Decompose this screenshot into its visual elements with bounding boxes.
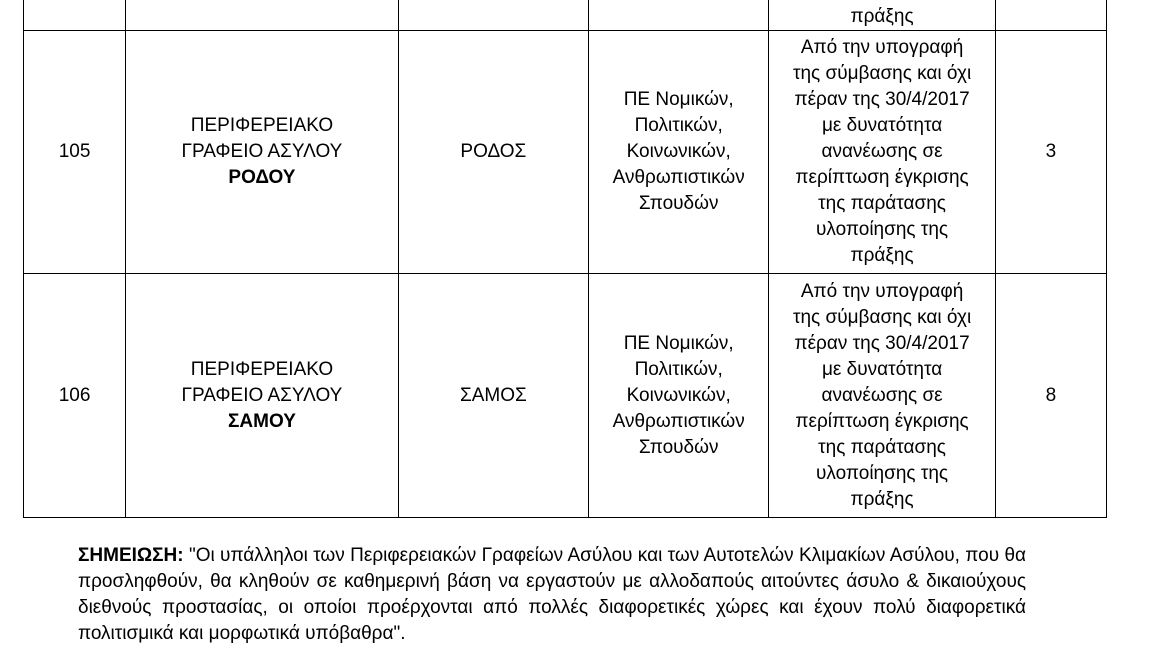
- office-cell: [126, 274, 399, 518]
- office-line: ΓΡΑΦΕΙΟ ΑΣΥΛΟΥ: [181, 384, 343, 406]
- specialty-line: Πολιτικών,: [634, 115, 723, 136]
- duration-line: ανανέωσης σε: [821, 141, 943, 162]
- city-cell: ΣΑΜΟΣ: [398, 274, 588, 518]
- duration-line: υλοποίησης της: [816, 219, 949, 240]
- office-cell: [126, 31, 399, 274]
- duration-line: της παράτασης: [818, 193, 946, 214]
- specialty-line: ΠΕ Νομικών,: [623, 89, 734, 110]
- specialty-line: Κοινωνικών,: [626, 384, 731, 406]
- count-cell: 8: [995, 274, 1106, 518]
- specialty-cell: [589, 31, 769, 274]
- duration-cell: [769, 0, 995, 31]
- office-line: ΠΕΡΙΦΕΡΕΙΑΚΟ: [190, 358, 334, 380]
- duration-line: Από την υπογραφή: [800, 37, 964, 58]
- specialty-cell: [589, 274, 769, 518]
- duration-line: με δυνατότητα: [821, 115, 943, 136]
- duration-line: υλοποίησης της: [816, 462, 949, 484]
- specialty-line: Ανθρωπιστικών: [612, 410, 745, 432]
- specialty-cell: [589, 0, 769, 31]
- duration-line: της σύμβασης και όχι: [792, 63, 972, 84]
- note-text: "Οι υπάλληλοι των Περιφερειακών Γραφείων Ασύλου και των Αυτοτελών Κλιμακίων Ασύλου, που θα προσληφθούν, θα κληθούν σε καθημερινή βάση να εργαστούν με αλλοδαπούς αιτούντες άσυλο & δικαιούχους διεθνούς προστασίας, οι οποίοι προέρχονται από πολλές διαφορετικές χώρες και έχουν πολύ διαφορετικά πολιτισμικά και μορφωτικά υπόβαθρα".: [78, 545, 1026, 644]
- number-cell: 105: [24, 31, 126, 274]
- specialty-line: Σπουδών: [638, 436, 719, 458]
- number-cell: 106: [24, 274, 126, 518]
- specialty-line: ΠΕ Νομικών,: [623, 332, 734, 354]
- office-city-name: ΡΟΔΟΥ: [228, 167, 296, 188]
- specialty-line: Σπουδών: [638, 193, 719, 214]
- duration-line: περίπτωση έγκρισης: [795, 167, 969, 188]
- duration-cell: [769, 274, 995, 518]
- duration-line: περίπτωση έγκρισης: [795, 410, 969, 432]
- city-cell: [398, 0, 588, 31]
- positions-table: [23, 0, 1107, 518]
- duration-line: της παράτασης: [818, 436, 946, 458]
- duration-line: της σύμβασης και όχι: [792, 306, 972, 328]
- office-line: ΠΕΡΙΦΕΡΕΙΑΚΟ: [190, 115, 334, 136]
- office-line: ΓΡΑΦΕΙΟ ΑΣΥΛΟΥ: [181, 141, 343, 162]
- note-label: ΣΗΜΕΙΩΣΗ:: [78, 545, 184, 566]
- specialty-line: Ανθρωπιστικών: [612, 167, 745, 188]
- table-row: [24, 0, 1107, 31]
- count-cell: [995, 0, 1106, 31]
- note-paragraph: [78, 543, 1026, 647]
- duration-line: πέραν της 30/4/2017: [794, 89, 970, 110]
- duration-line: πέραν της 30/4/2017: [794, 332, 970, 354]
- table-row: [24, 274, 1107, 518]
- duration-line: Από την υπογραφή: [800, 280, 964, 302]
- specialty-line: Κοινωνικών,: [626, 141, 731, 162]
- specialty-line: Πολιτικών,: [634, 358, 723, 380]
- duration-line: με δυνατότητα: [821, 358, 943, 380]
- duration-line: πράξης: [850, 6, 914, 27]
- table-row: [24, 31, 1107, 274]
- duration-line: πράξης: [850, 488, 914, 510]
- number-cell: [24, 0, 126, 31]
- count-cell: 3: [995, 31, 1106, 274]
- office-cell: [126, 0, 399, 31]
- duration-line: ανανέωσης σε: [821, 384, 943, 406]
- duration-line: πράξης: [850, 245, 914, 266]
- office-city-name: ΣΑΜΟΥ: [228, 410, 296, 432]
- duration-cell: [769, 31, 995, 274]
- city-cell: ΡΟΔΟΣ: [398, 31, 588, 274]
